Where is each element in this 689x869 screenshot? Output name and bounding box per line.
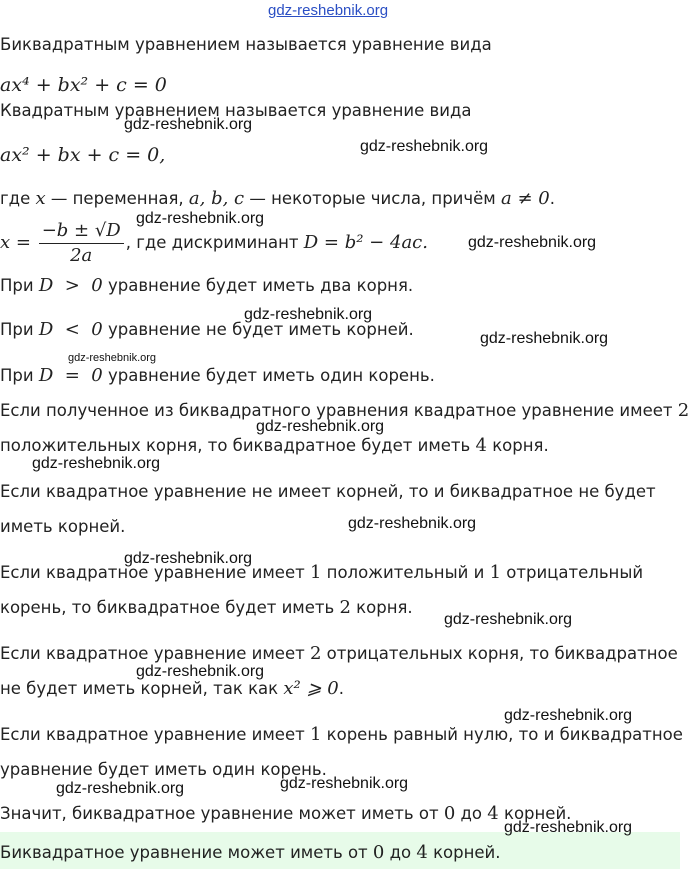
watermark-link[interactable]: gdz-reshebnik.org [268, 2, 389, 19]
number: 2 [309, 643, 322, 664]
text: Биквадратное уравнение может иметь от [0, 843, 373, 862]
watermark: gdz-reshebnik.org [360, 138, 489, 155]
quadratic-definition: Квадратным уравнением называется уравнение вида [0, 101, 472, 120]
watermark: gdz-reshebnik.org [124, 550, 253, 567]
watermark: gdz-reshebnik.org [504, 707, 633, 724]
number: 4 [416, 842, 428, 863]
math: D = b² − 4ac. [303, 232, 428, 253]
conclusion [0, 803, 571, 825]
number: 2 [677, 400, 689, 421]
biquadratic-formula: ax⁴ + bx² + c = 0 [0, 74, 167, 96]
text: При [0, 276, 39, 295]
text: уравнение не будет иметь корней. [102, 320, 414, 339]
roots-formula-line [0, 218, 428, 270]
biquadratic-formula-clip [0, 74, 300, 96]
math: x [35, 188, 46, 209]
paragraph-no-roots: Если квадратное уравнение не имеет корней, то и биквадратное не будет [0, 482, 656, 501]
text: положительных корня, то биквадратное будет иметь [0, 436, 476, 455]
paragraph-two-positive-cont [0, 435, 549, 457]
text: корень равный нулю, то и биквадратное [321, 725, 683, 744]
text: уравнение будет иметь два корня. [102, 276, 414, 295]
text: . [338, 679, 344, 698]
watermark: gdz-reshebnik.org [348, 515, 477, 532]
number: 1 [309, 562, 322, 583]
text: корня. [350, 598, 413, 617]
watermark: gdz-reshebnik.org [68, 352, 157, 364]
text: отрицательный [501, 563, 644, 582]
watermark: gdz-reshebnik.org [468, 234, 597, 251]
case-positive [0, 275, 413, 297]
math: D > 0 [38, 275, 103, 296]
numerator: −b ± √D [39, 219, 124, 244]
text: корня. [486, 436, 549, 455]
watermark: gdz-reshebnik.org [444, 611, 573, 628]
text: до [384, 843, 417, 862]
paragraph-two-negative [0, 643, 678, 665]
denominator: 2a [70, 245, 93, 266]
paragraph-mixed-roots [0, 562, 643, 584]
text: где [0, 189, 36, 208]
text: положительный и [321, 563, 490, 582]
number: 1 [309, 724, 322, 745]
math: a ≠ 0 [501, 188, 550, 209]
text: корень, то биквадратное будет иметь [0, 598, 340, 617]
watermark: gdz-reshebnik.org [124, 116, 253, 133]
case-negative [0, 319, 414, 341]
text: уравнение будет иметь один корень. [102, 366, 435, 385]
text: Если полученное из биквадратного уравнения квадратное уравнение имеет [0, 401, 678, 420]
text: корней. [427, 843, 501, 862]
watermark: gdz-reshebnik.org [280, 775, 409, 792]
text: Если квадратное уравнение имеет [0, 725, 310, 744]
fraction [39, 219, 124, 268]
text: не будет иметь корней, так как [0, 679, 284, 698]
case-zero [0, 365, 435, 387]
text: Если квадратное уравнение имеет [0, 563, 310, 582]
math: x = [0, 232, 37, 253]
paragraph-zero-root [0, 724, 683, 746]
math: a, b, c [188, 188, 245, 209]
number: 0 [443, 803, 456, 824]
text: Если квадратное уравнение имеет [0, 644, 310, 663]
number: 0 [372, 842, 385, 863]
answer [0, 842, 501, 864]
text: При [0, 320, 39, 339]
watermark: gdz-reshebnik.org [32, 455, 161, 472]
watermark: gdz-reshebnik.org [480, 330, 609, 347]
text: . [549, 189, 555, 208]
math: D < 0 [38, 319, 103, 340]
paragraph-two-negative-cont [0, 678, 344, 700]
text: отрицательных корня, то биквадратное [321, 644, 678, 663]
number: 1 [489, 562, 502, 583]
watermark: gdz-reshebnik.org [504, 819, 633, 836]
paragraph-no-roots-cont: иметь корней. [0, 517, 126, 536]
number: 4 [487, 803, 499, 824]
number: 4 [475, 435, 487, 456]
watermark: gdz-reshebnik.org [244, 306, 373, 323]
text: — некоторые числа, причём [244, 189, 502, 208]
number: 2 [339, 597, 351, 618]
watermark: gdz-reshebnik.org [136, 210, 265, 227]
text: Значит, биквадратное уравнение может иметь от [0, 804, 444, 823]
text: При [0, 366, 39, 385]
text: — переменная, [45, 189, 189, 208]
watermark: gdz-reshebnik.org [56, 780, 185, 797]
math: x² ⩾ 0 [283, 678, 339, 699]
watermark: gdz-reshebnik.org [256, 418, 385, 435]
math: D = 0 [38, 365, 103, 386]
paragraph-two-positive [0, 400, 689, 422]
paragraph-zero-root-cont: уравнение будет иметь один корень. [0, 760, 327, 779]
paragraph-mixed-roots-cont [0, 597, 413, 619]
quadratic-formula: ax² + bx + c = 0, [0, 144, 166, 166]
text: до [455, 804, 488, 823]
text: корней. [498, 804, 572, 823]
watermark: gdz-reshebnik.org [136, 663, 265, 680]
variables-line [0, 188, 555, 210]
text: , где дискриминант [125, 233, 304, 252]
biquadratic-definition: Биквадратным уравнением называется уравнение вида [0, 35, 492, 54]
